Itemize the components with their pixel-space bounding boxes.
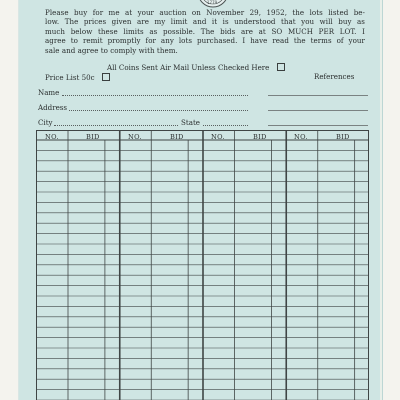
column-header-bid: BID	[170, 133, 184, 141]
city-label: City	[38, 118, 53, 127]
column-header-bid: BID	[253, 133, 267, 141]
column-header-bid: BID	[336, 133, 350, 141]
state-label: State	[181, 118, 200, 127]
intro-line: sale and agree to comply with them.	[45, 45, 178, 55]
sheet-edge	[380, 0, 382, 400]
seal-stamp	[196, 0, 230, 8]
references-line-2[interactable]	[268, 110, 368, 111]
intro-line: Please buy for me at your auction on November 29, 1952, the lots listed be-	[45, 8, 365, 17]
address-field[interactable]	[69, 110, 248, 111]
airmail-checkbox[interactable]	[277, 63, 285, 71]
price-list-checkbox[interactable]	[102, 73, 110, 81]
city-field[interactable]	[54, 125, 178, 126]
name-label: Name	[38, 88, 60, 97]
address-label: Address	[38, 103, 68, 112]
price-list-option	[45, 73, 110, 82]
references-line-1[interactable]	[268, 95, 368, 96]
column-header-no: NO.	[211, 133, 225, 141]
references-label: References	[314, 72, 355, 81]
price-list-label: Price List 50c	[45, 73, 95, 82]
column-header-no: NO.	[128, 133, 142, 141]
intro-paragraph	[45, 8, 365, 55]
column-header-no: NO.	[45, 133, 59, 141]
column-header-no: NO.	[294, 133, 308, 141]
references-line-3[interactable]	[268, 125, 368, 126]
intro-line: much below these limits as possible. The bids are at SO MUCH PER LOT. I	[45, 26, 365, 36]
seal-text: 1779	[207, 0, 218, 5]
airmail-label: All Coins Sent Air Mail Unless Checked Here	[107, 63, 270, 72]
state-field[interactable]	[203, 125, 248, 126]
column-header-bid: BID	[86, 133, 100, 141]
bid-table-grid	[36, 130, 369, 400]
intro-line: low. The prices given are my limit and it is understood that you will buy as	[45, 17, 365, 27]
airmail-option	[107, 63, 285, 72]
bid-table	[36, 130, 369, 400]
name-field[interactable]	[62, 95, 248, 96]
intro-line: agree to remit promptly for any lots purchased. I have read the terms of your	[45, 36, 365, 46]
